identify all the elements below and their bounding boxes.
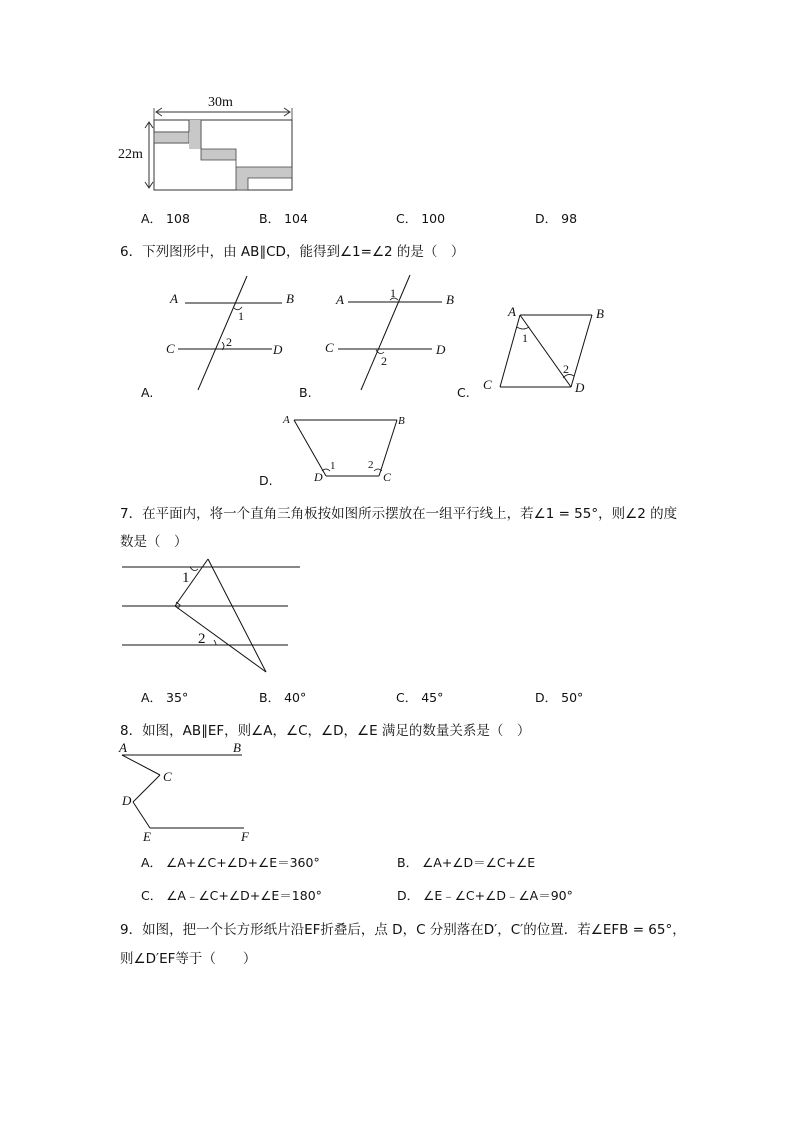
label-b: B <box>596 306 604 321</box>
label-c: C <box>166 341 175 356</box>
option-letter: D． <box>535 211 558 226</box>
label-d: D <box>273 342 283 357</box>
option-value: 98 <box>561 211 578 226</box>
q5-option-a[interactable] <box>141 209 190 227</box>
option-letter: B． <box>397 855 419 870</box>
label-b: B <box>446 292 454 307</box>
label-c: C <box>483 377 492 392</box>
q6-figure-c <box>450 300 630 405</box>
label-angle-1: 1 <box>390 286 396 300</box>
label-b: B <box>286 291 294 306</box>
q7-stem-line2: 数是（ ） <box>120 534 188 550</box>
label-d: D <box>122 793 132 808</box>
q8-option-b[interactable] <box>397 853 535 871</box>
option-value: 104 <box>284 211 308 226</box>
option-letter: B． <box>259 690 281 705</box>
q8-stem: 8．如图，AB∥EF，则∠A，∠C，∠D，∠E 满足的数量关系是（ ） <box>120 723 531 739</box>
option-letter: B． <box>259 211 281 226</box>
label-angle-1: 1 <box>330 460 336 472</box>
label-f: F <box>241 829 249 844</box>
q7-option-b[interactable] <box>259 688 306 706</box>
option-value: ∠A+∠D＝∠C+∠E <box>422 855 536 870</box>
q5-option-c[interactable] <box>396 209 445 227</box>
q6-option-a[interactable]: A. <box>141 385 154 400</box>
label-c: C <box>383 470 392 484</box>
label-d: D <box>575 380 585 395</box>
option-value: ∠E﹣∠C+∠D﹣∠A＝90° <box>423 888 573 903</box>
option-letter: A． <box>141 211 163 226</box>
option-value: 35° <box>166 690 189 705</box>
label-a: A <box>508 304 516 319</box>
q5-option-b[interactable] <box>259 209 308 227</box>
q6-option-d[interactable]: D. <box>259 473 273 488</box>
label-d: D <box>314 470 323 484</box>
label-angle-2: 2 <box>198 631 206 647</box>
option-letter: A． <box>141 690 163 705</box>
label-d: D <box>436 342 446 357</box>
q7-option-c[interactable] <box>396 688 443 706</box>
q7-option-d[interactable] <box>535 688 583 706</box>
q8-option-c[interactable] <box>141 886 322 904</box>
option-letter: A． <box>141 855 163 870</box>
q6-option-b[interactable]: B. <box>299 385 312 400</box>
q6-figure-d <box>250 405 420 490</box>
q6-figure-b <box>290 270 470 400</box>
label-angle-2: 2 <box>226 335 232 349</box>
label-b: B <box>233 740 241 755</box>
q8-option-d[interactable] <box>397 886 573 904</box>
option-value: 50° <box>561 690 584 705</box>
q9-stem-line2: 则∠D′EF等于（ ） <box>120 951 257 967</box>
label-a: A <box>119 740 127 755</box>
label-angle-2: 2 <box>381 354 387 368</box>
option-value: ∠A﹣∠C+∠D+∠E＝180° <box>166 888 322 903</box>
label-angle-1: 1 <box>238 309 244 323</box>
q6-stem: 6．下列图形中，由 AB∥CD，能得到∠1=∠2 的是（ ） <box>120 244 465 260</box>
option-letter: D． <box>535 690 558 705</box>
label-angle-2: 2 <box>563 362 569 376</box>
label-a: A <box>283 414 290 426</box>
label-c: C <box>163 769 172 784</box>
label-angle-2: 2 <box>368 459 374 471</box>
q5-figure <box>110 90 310 200</box>
label-angle-1: 1 <box>522 331 528 345</box>
width-label: 30m <box>208 95 233 110</box>
q7-option-a[interactable] <box>141 688 188 706</box>
option-value: 108 <box>166 211 190 226</box>
height-label: 22m <box>118 147 143 162</box>
option-value: 40° <box>284 690 307 705</box>
q7-stem-line1: 7．在平面内，将一个直角三角板按如图所示摆放在一组平行线上，若∠1 = 55°，则∠2 的度 <box>120 506 678 522</box>
q9-stem-line1: 9．如图，把一个长方形纸片沿EF折叠后，点 D，C 分别落在D′，C′的位置．若∠EFB = 65°， <box>120 922 686 938</box>
option-value: 100 <box>421 211 446 226</box>
q6-figure-a <box>130 270 310 400</box>
q6-option-c[interactable]: C. <box>457 385 470 400</box>
label-a: A <box>170 291 178 306</box>
label-angle-1: 1 <box>182 570 190 586</box>
option-value: ∠A+∠C+∠D+∠E＝360° <box>166 855 320 870</box>
option-letter: C． <box>396 690 418 705</box>
road-shape <box>154 120 292 190</box>
label-a: A <box>336 292 344 307</box>
q8-option-a[interactable] <box>141 853 320 871</box>
label-c: C <box>325 340 334 355</box>
option-value: 45° <box>421 690 444 705</box>
option-letter: C． <box>141 888 163 903</box>
label-b: B <box>398 415 405 427</box>
option-letter: D． <box>397 888 420 903</box>
q7-figure <box>110 555 310 680</box>
label-e: E <box>143 829 151 844</box>
option-letter: C． <box>396 211 418 226</box>
q8-figure <box>110 735 270 845</box>
q5-option-d[interactable] <box>535 209 577 227</box>
